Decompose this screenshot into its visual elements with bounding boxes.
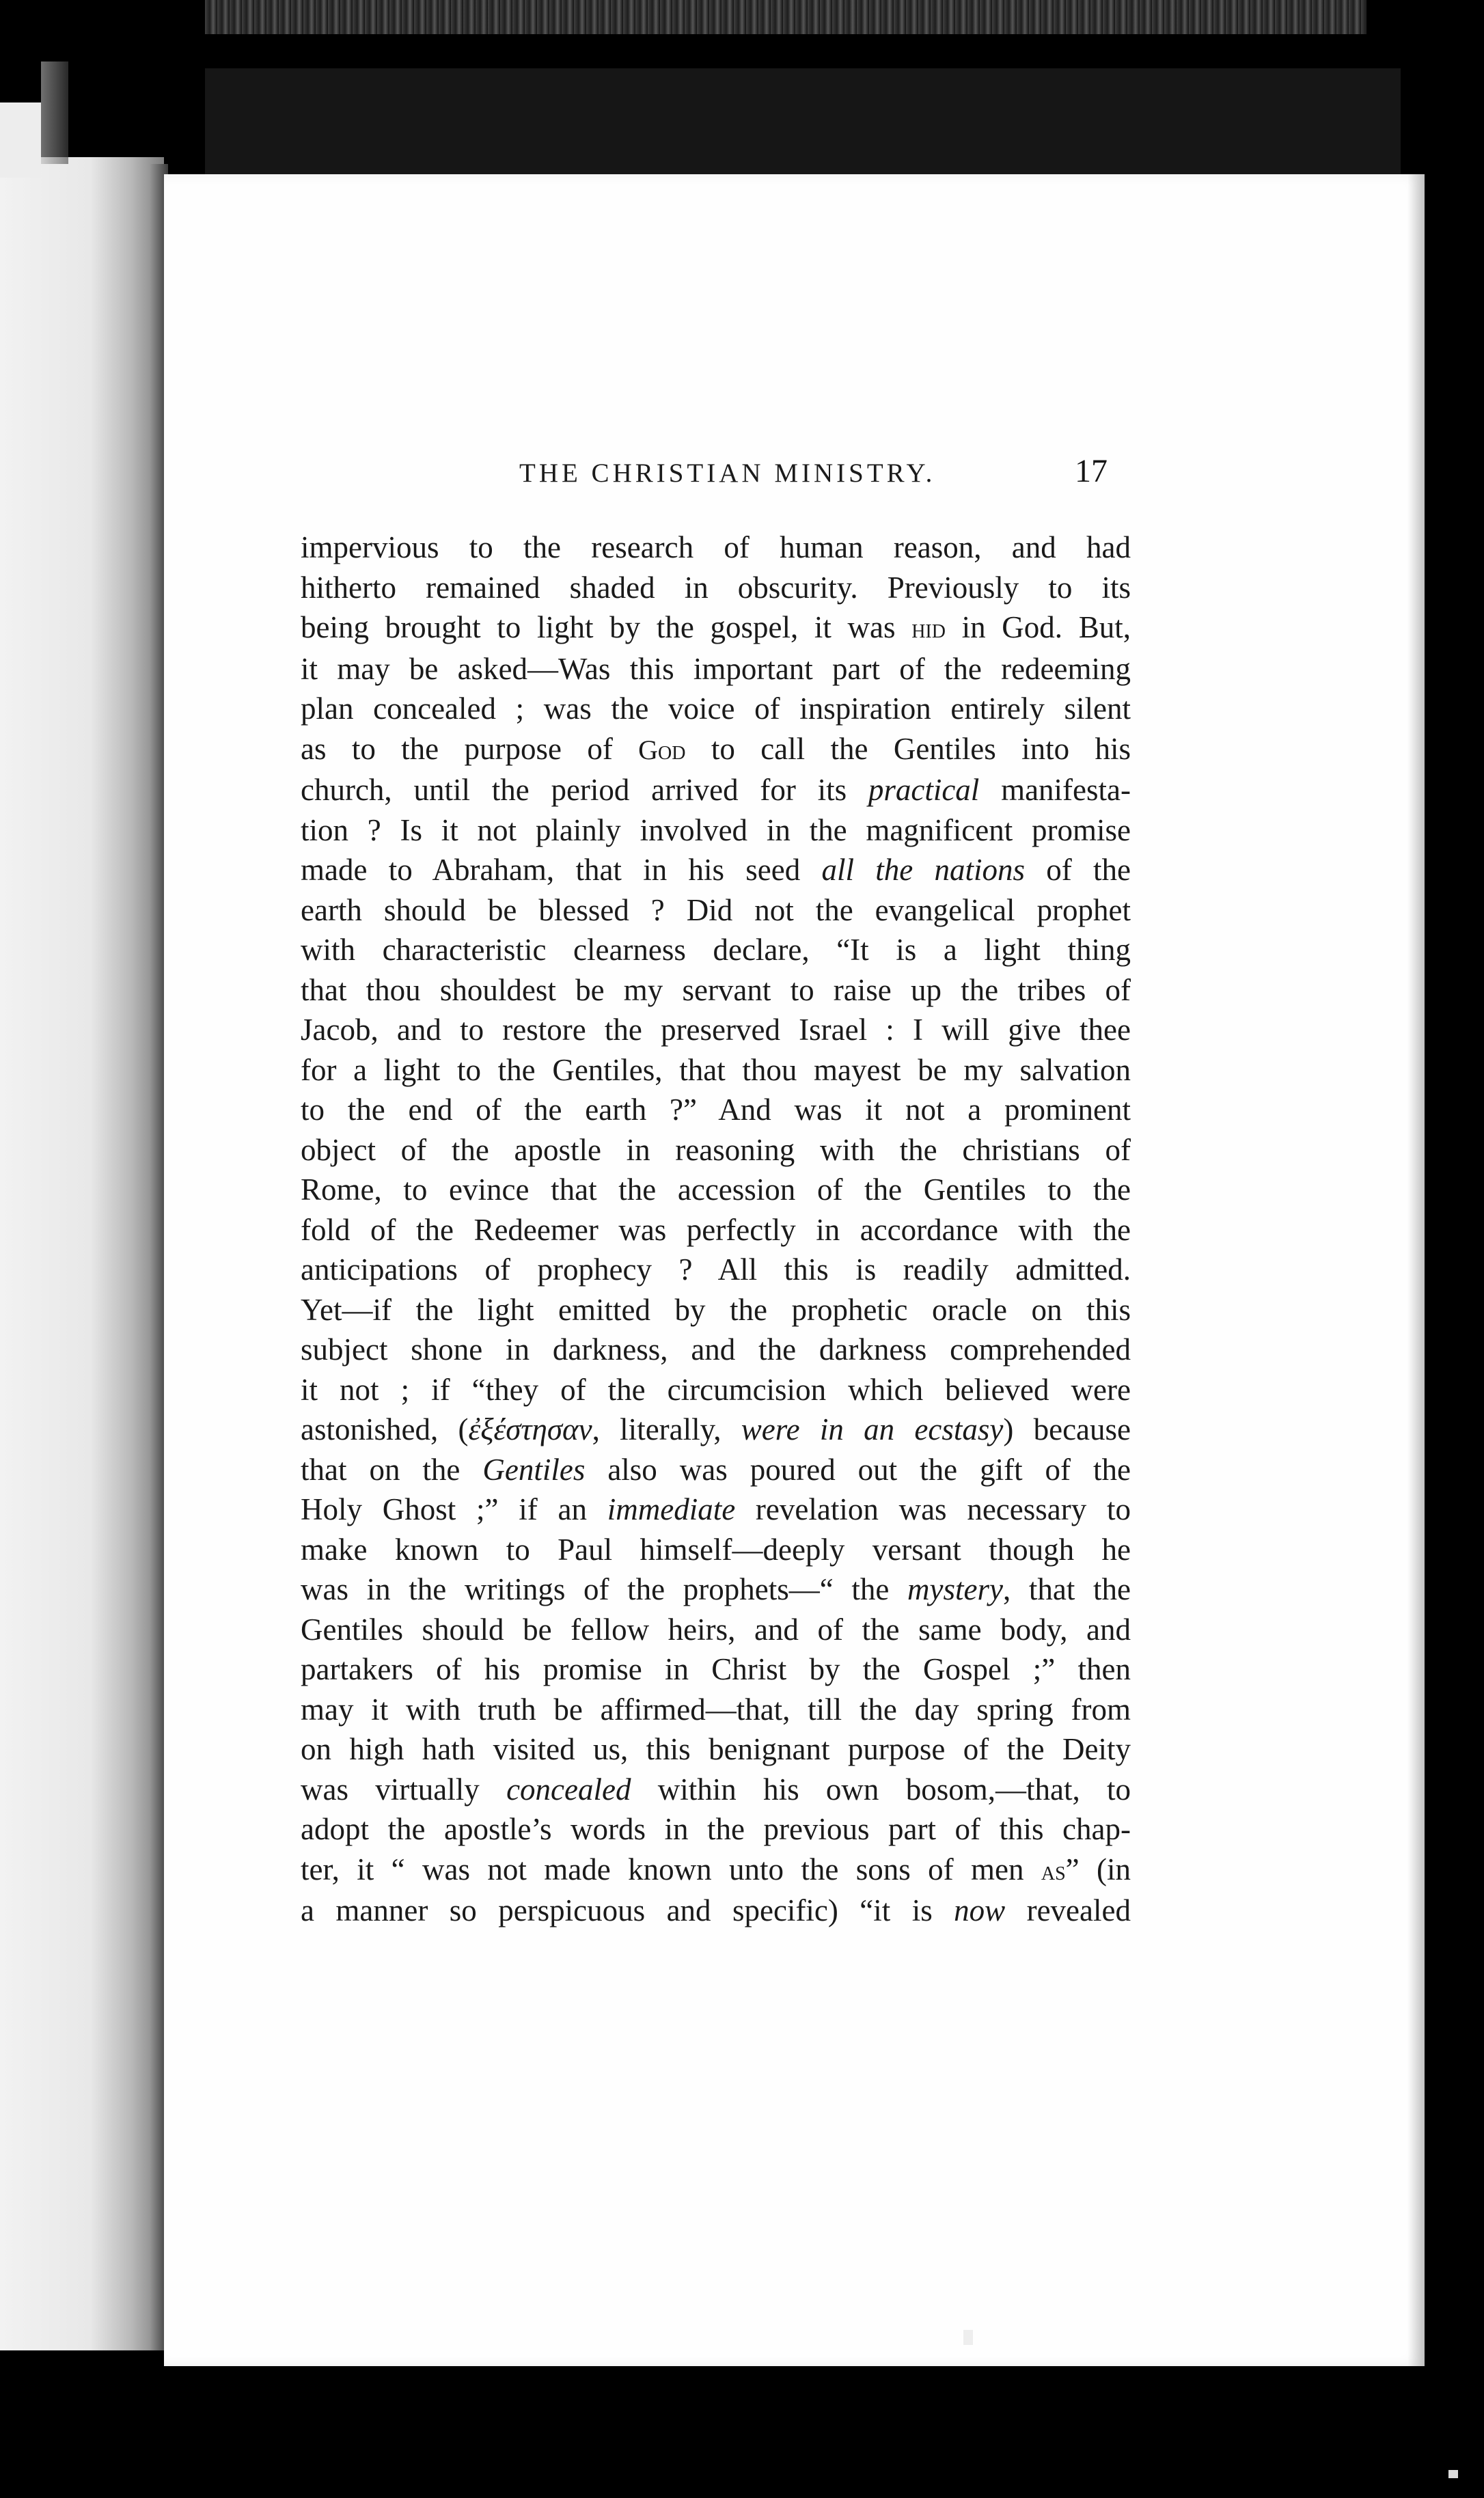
italic-text: were in an ecstasy <box>741 1412 1004 1446</box>
scan-speck-corner <box>1448 2470 1458 2478</box>
text-segment: ter, it “ was not made known unto the sons of men <box>301 1852 1041 1886</box>
text-line <box>301 1410 1131 1450</box>
page-number: 17 <box>1075 453 1108 489</box>
text-line <box>301 1770 1131 1810</box>
text-segment: revelation was necessary to <box>735 1492 1131 1526</box>
text-line <box>301 1490 1131 1530</box>
text-segment: that on the <box>301 1452 483 1487</box>
text-line <box>301 1450 1131 1490</box>
text-segment: ” (in <box>1065 1852 1131 1886</box>
text-segment: being brought to light by the gospel, it was <box>301 610 912 644</box>
facing-page-edge <box>0 157 164 2350</box>
text-line <box>301 1610 1131 1650</box>
text-segment: impervious to the research of human reason, and had <box>301 530 1131 564</box>
text-line <box>301 1370 1131 1410</box>
text-segment: Gentiles should be fellow heirs, and of the same body, and <box>301 1612 1131 1647</box>
text-segment: in God. But, <box>945 610 1131 644</box>
text-line <box>301 810 1131 851</box>
page-edge-shadow <box>1407 174 1425 2366</box>
italic-text: ἐξέστησαν <box>468 1412 592 1446</box>
text-segment: with characteristic clearness declare, “It is a light thing <box>301 933 1131 967</box>
text-segment: ) because <box>1003 1412 1131 1446</box>
text-segment: object of the apostle in reasoning with the christians of <box>301 1132 1131 1167</box>
text-line <box>301 770 1131 810</box>
scan-speck <box>963 2330 973 2345</box>
text-segment: anticipations of prophecy ? All this is readily admitted. <box>301 1252 1131 1287</box>
text-line <box>301 1090 1131 1130</box>
text-segment: adopt the apostle’s words in the previous part of this chap- <box>301 1812 1131 1846</box>
text-line <box>301 1729 1131 1770</box>
italic-text: concealed <box>506 1772 631 1807</box>
text-segment: within his own bosom,—that, to <box>631 1772 1131 1807</box>
text-line <box>301 527 1131 568</box>
text-segment: to the end of the earth ?” And was it not a prominent <box>301 1093 1131 1127</box>
small-caps-text: God <box>638 734 686 765</box>
text-line <box>301 1649 1131 1690</box>
text-line <box>301 689 1131 729</box>
text-segment: to call the Gentiles into his <box>685 731 1131 766</box>
text-segment: subject shone in darkness, and the darkness comprehended <box>301 1332 1131 1367</box>
text-line <box>301 850 1131 890</box>
text-line <box>301 1050 1131 1090</box>
small-caps-text: hid <box>911 613 946 644</box>
italic-text: Gentiles <box>482 1452 586 1487</box>
text-line <box>301 1850 1131 1891</box>
scan-top-edge <box>205 0 1366 34</box>
text-segment: manifesta- <box>979 773 1131 807</box>
scan-dark-band <box>205 68 1401 178</box>
text-line <box>301 1130 1131 1170</box>
text-segment: hitherto remained shaded in obscurity. Previously to its <box>301 570 1131 605</box>
text-line <box>301 1569 1131 1610</box>
text-segment: may it with truth be affirmed—that, till the day spring from <box>301 1692 1131 1727</box>
text-line <box>301 970 1131 1011</box>
text-line <box>301 1809 1131 1850</box>
small-caps-text: as <box>1041 1854 1066 1886</box>
text-segment: partakers of his promise in Christ by the Gospel ;” then <box>301 1652 1131 1686</box>
text-segment: made to Abraham, that in his seed <box>301 853 822 887</box>
text-line <box>301 649 1131 689</box>
text-segment: it not ; if “they of the circumcision which believed were <box>301 1372 1131 1407</box>
text-line <box>301 1170 1131 1210</box>
text-line <box>301 1290 1131 1330</box>
text-segment: revealed <box>1005 1893 1131 1927</box>
text-segment: that thou shouldest be my servant to raise up the tribes of <box>301 972 1131 1007</box>
text-segment: as to the purpose of <box>301 731 639 766</box>
text-segment: it may be asked—Was this important part of the redeeming <box>301 651 1131 686</box>
text-segment: was in the writings of the prophets—“ the <box>301 1572 908 1606</box>
text-segment: tion ? Is it not plainly involved in the magnificent promise <box>301 812 1131 847</box>
text-line <box>301 1690 1131 1730</box>
italic-text: immediate <box>607 1492 736 1526</box>
italic-text: practical <box>868 773 980 807</box>
text-segment: on high hath visited us, this benignant purpose of the Deity <box>301 1732 1131 1766</box>
text-line <box>301 729 1131 771</box>
text-segment: plan concealed ; was the voice of inspiration entirely silent <box>301 691 1131 726</box>
text-line <box>301 1250 1131 1290</box>
text-segment: church, until the period arrived for its <box>301 773 868 807</box>
text-segment: a manner so perspicuous and specific) “it is <box>301 1893 954 1927</box>
text-segment: astonished, ( <box>301 1412 469 1446</box>
text-line <box>301 1891 1131 1931</box>
text-line <box>301 607 1131 649</box>
body-text <box>301 527 1131 1931</box>
text-segment: for a light to the Gentiles, that thou mayest be my salvation <box>301 1052 1131 1087</box>
text-segment: make known to Paul himself—deeply versant though he <box>301 1532 1131 1567</box>
text-line <box>301 568 1131 608</box>
text-line <box>301 1210 1131 1250</box>
text-segment: Holy Ghost ;” if an <box>301 1492 607 1526</box>
text-segment: Jacob, and to restore the preserved Israel : I will give thee <box>301 1013 1131 1047</box>
text-line <box>301 890 1131 931</box>
text-segment: , literally, <box>592 1412 741 1446</box>
text-line <box>301 930 1131 970</box>
text-segment: earth should be blessed ? Did not the evangelical prophet <box>301 892 1131 927</box>
text-line <box>301 1530 1131 1570</box>
text-segment: of the <box>1025 853 1131 887</box>
facing-page-tab <box>0 102 41 178</box>
text-segment: Rome, to evince that the accession of the Gentiles to the <box>301 1172 1131 1207</box>
italic-text: mystery <box>907 1572 1003 1606</box>
text-segment: was virtually <box>301 1772 507 1807</box>
italic-text: all the nations <box>821 853 1025 887</box>
text-segment: Yet—if the light emitted by the prophetic oracle on this <box>301 1292 1131 1327</box>
text-line <box>301 1010 1131 1050</box>
text-segment: , that the <box>1002 1572 1131 1606</box>
text-segment: fold of the Redeemer was perfectly in accordance with the <box>301 1212 1131 1247</box>
text-segment: also was poured out the gift of the <box>585 1452 1131 1487</box>
running-title: THE CHRISTIAN MINISTRY. <box>519 458 936 488</box>
facing-page-corner <box>41 61 68 164</box>
italic-text: now <box>954 1893 1006 1927</box>
text-line <box>301 1330 1131 1370</box>
